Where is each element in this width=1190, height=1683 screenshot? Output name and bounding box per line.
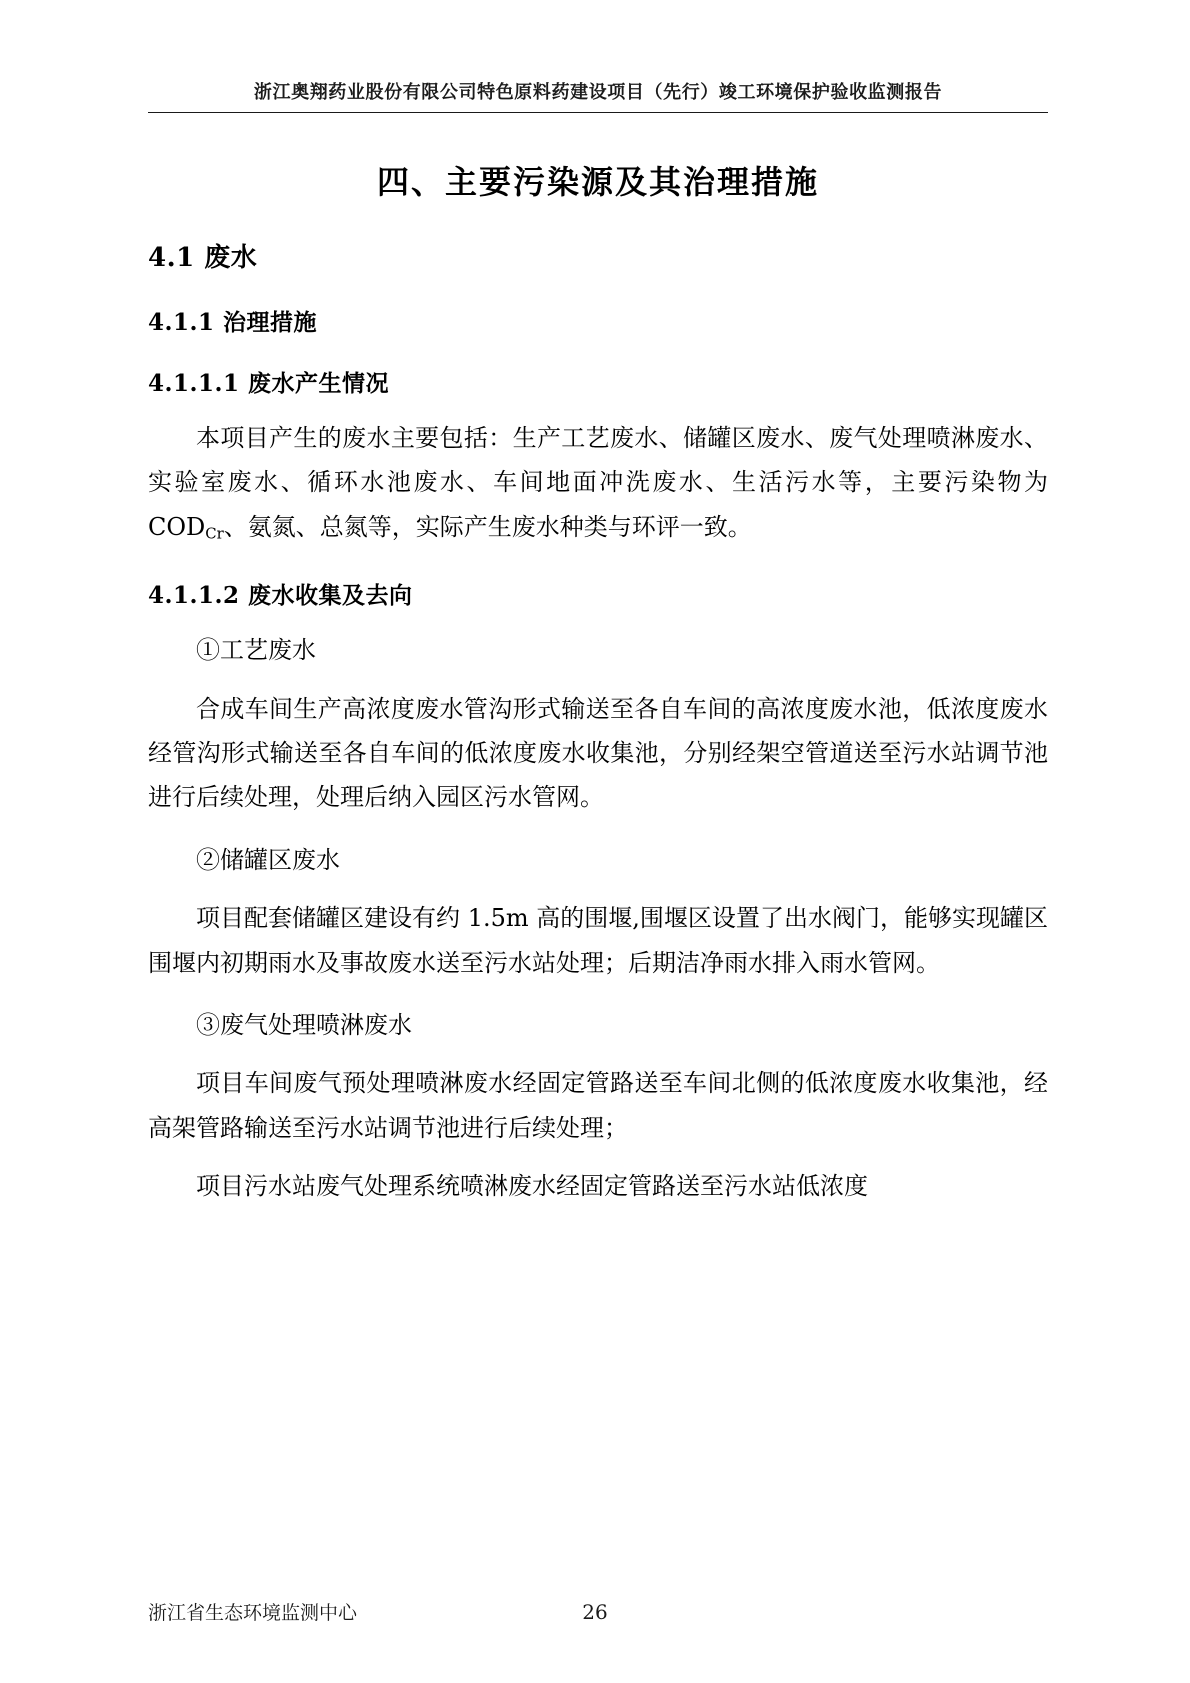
chapter-title: 四、主要污染源及其治理措施 [376, 163, 819, 201]
footer-page-number: 26 [582, 1599, 608, 1624]
paragraph-process-wastewater: 合成车间生产高浓度废水管沟形式输送至各自车间的高浓度废水池，低浓度废水经管沟形式输送至各自车间的低浓度废水收集池，分别经架空管道送至污水站调节池进行后续处理，处理后纳入园区污水管网。 [148, 694, 1048, 812]
paragraph-tank-area-wastewater: 项目配套储罐区建设有约 1.5m 高的围堰,围堰区设置了出水阀门，能够实现罐区围堰内初期雨水及事故废水送至污水站处理；后期洁净雨水排入雨水管网。 [148, 904, 1048, 977]
list-item-process-wastewater: ①工艺废水 [196, 636, 316, 665]
paragraph-text-part-2: 、氨氮、总氮等，实际产生废水种类与环评一致。 [223, 512, 752, 541]
list-item-tank-area-wastewater: ②储罐区废水 [196, 845, 340, 874]
section-heading-4-1-1-2: 4.1.1.2 废水收集及去向 [148, 582, 413, 610]
footer-organization: 浙江省生态环境监测中心 [148, 1602, 358, 1624]
page-content [148, 0, 1048, 1208]
section-heading-4-1: 4.1 废水 [148, 243, 258, 273]
header-divider [148, 112, 1048, 113]
paragraph-workshop-spray-wastewater: 项目车间废气预处理喷淋废水经固定管路送至车间北侧的低浓度废水收集池，经高架管路输送至污水站调节池进行后续处理； [148, 1069, 1048, 1142]
paragraph-sewage-station-spray-wastewater: 项目污水站废气处理系统喷淋废水经固定管路送至污水站低浓度 [196, 1172, 868, 1201]
subscript-cr: Cr [205, 524, 224, 543]
section-heading-4-1-1: 4.1.1 治理措施 [148, 309, 318, 336]
running-header-text: 浙江奥翔药业股份有限公司特色原料药建设项目（先行）竣工环境保护验收监测报告 [253, 82, 943, 103]
list-item-exhaust-spray-wastewater: ③废气处理喷淋废水 [196, 1010, 412, 1039]
section-heading-4-1-1-1: 4.1.1.1 废水产生情况 [148, 370, 390, 397]
paragraph-wastewater-generation [148, 416, 1048, 549]
running-header [148, 0, 1048, 113]
paragraph-text-part-1: 本项目产生的废水主要包括：生产工艺废水、储罐区废水、废气处理喷淋废水、实验室废水、循环水池废水、车间地面冲洗废水、生活污水等，主要污染物为 COD [148, 424, 1048, 541]
page-footer [148, 1598, 1042, 1625]
